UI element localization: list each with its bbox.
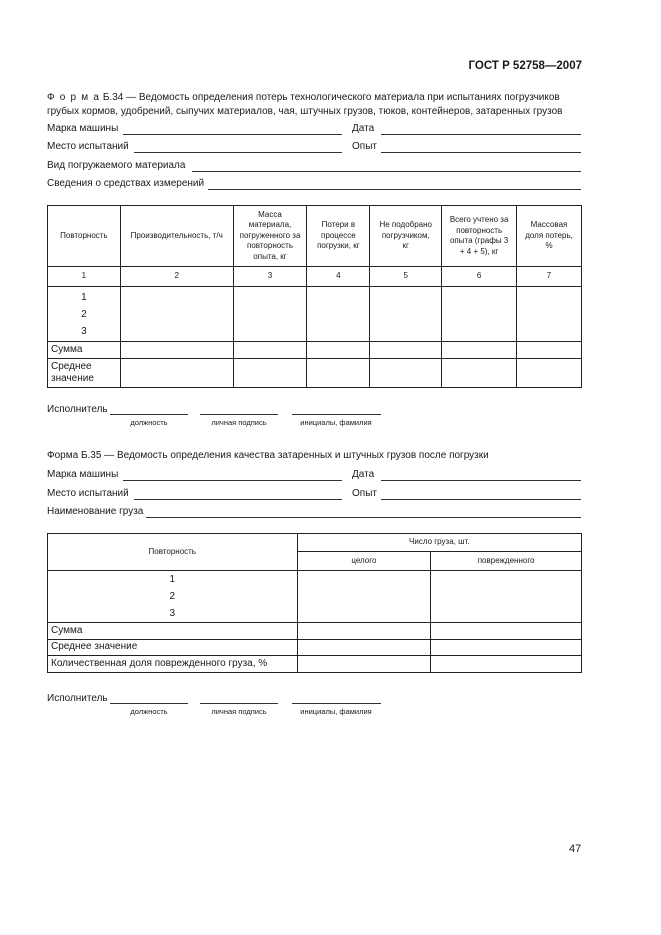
- repetition-number: 1: [169, 574, 176, 585]
- f35-cargo-name-label: Наименование груза: [47, 506, 144, 517]
- f34-material-type-label: Вид погружаемого материала: [47, 160, 186, 171]
- f35-machine-brand-line[interactable]: [123, 480, 342, 481]
- column-number: 6: [442, 267, 517, 287]
- f34-position-line[interactable]: [110, 414, 188, 415]
- form-34-title-prefix: Ф о р м а: [47, 92, 101, 103]
- f35-name-line[interactable]: [292, 703, 381, 704]
- header-count: Число груза, шт.: [297, 534, 581, 552]
- data-cell[interactable]: [517, 287, 582, 342]
- data-cell[interactable]: [233, 287, 307, 342]
- f35-machine-brand-label: Марка машины: [47, 469, 119, 480]
- repetition-cell: [48, 571, 298, 623]
- data-cell[interactable]: [370, 342, 442, 359]
- header-cell: Масса материала, погруженного за повторность опыта, кг: [233, 206, 307, 267]
- f34-date-label: Дата: [352, 123, 375, 134]
- form-34-title: [47, 91, 585, 119]
- data-cell[interactable]: [120, 342, 233, 359]
- f35-signature-line[interactable]: [200, 703, 278, 704]
- caption-position: должность: [130, 707, 168, 716]
- data-cell[interactable]: [517, 359, 582, 388]
- data-cell[interactable]: [233, 342, 307, 359]
- f34-test-site-line[interactable]: [134, 152, 342, 153]
- page-number: 47: [569, 843, 582, 855]
- table-row: [48, 287, 582, 342]
- f35-experiment-label: Опыт: [352, 488, 377, 499]
- data-cell[interactable]: [517, 342, 582, 359]
- data-cell[interactable]: [120, 287, 233, 342]
- f35-date-line[interactable]: [381, 480, 581, 481]
- f34-date-line[interactable]: [381, 134, 581, 135]
- f35-date-label: Дата: [352, 469, 375, 480]
- column-number: 4: [307, 267, 370, 287]
- f35-cargo-name-line[interactable]: [146, 517, 581, 518]
- document-code: ГОСТ Р 52758—2007: [468, 60, 582, 72]
- f34-experiment-line[interactable]: [381, 152, 581, 153]
- data-cell[interactable]: [431, 640, 582, 656]
- f35-test-site-label: Место испытаний: [47, 488, 129, 499]
- sum-label: Сумма: [48, 342, 121, 359]
- data-cell[interactable]: [431, 571, 582, 623]
- column-number: 7: [517, 267, 582, 287]
- data-cell[interactable]: [307, 342, 370, 359]
- header-cell: Всего учтено за повторность опыта (графы 3 + 4 + 5), кг: [442, 206, 517, 267]
- table-row: [48, 656, 582, 673]
- data-cell[interactable]: [297, 640, 431, 656]
- header-cell: Массовая доля потерь, %: [517, 206, 582, 267]
- table-header-row: [48, 206, 582, 267]
- header-repetition: Повторность: [48, 534, 298, 571]
- caption-name: инициалы, фамилия: [300, 418, 372, 427]
- data-cell[interactable]: [442, 342, 517, 359]
- data-cell[interactable]: [431, 656, 582, 673]
- repetition-number: 2: [81, 308, 87, 320]
- f35-position-line[interactable]: [110, 703, 188, 704]
- repetition-number: 1: [81, 291, 87, 303]
- data-cell[interactable]: [370, 287, 442, 342]
- header-cell: Потери в процессе погрузки, кг: [307, 206, 370, 267]
- header-cell: Повторность: [48, 206, 121, 267]
- caption-signature: личная подпись: [211, 707, 267, 716]
- damaged-share-label: Количественная доля поврежденного груза, %: [48, 656, 298, 673]
- data-cell[interactable]: [233, 359, 307, 388]
- data-cell[interactable]: [297, 656, 431, 673]
- data-cell[interactable]: [370, 359, 442, 388]
- f34-instruments-line[interactable]: [208, 189, 581, 190]
- table-row: [48, 640, 582, 656]
- column-number: 3: [233, 267, 307, 287]
- f34-test-site-label: Место испытаний: [47, 141, 129, 152]
- f34-executor-label: Исполнитель: [47, 404, 108, 415]
- data-cell[interactable]: [442, 359, 517, 388]
- header-cell: Не подобрано погрузчиком, кг: [370, 206, 442, 267]
- data-cell[interactable]: [307, 287, 370, 342]
- column-number: 1: [48, 267, 121, 287]
- data-cell[interactable]: [297, 623, 431, 640]
- f35-executor-label: Исполнитель: [47, 693, 108, 704]
- form-34-table: [47, 205, 582, 388]
- f34-experiment-label: Опыт: [352, 141, 377, 152]
- f35-experiment-line[interactable]: [381, 499, 581, 500]
- column-number-row: [48, 267, 582, 287]
- repetition-number: 2: [169, 591, 176, 602]
- header-cell: Производительность, т/ч: [120, 206, 233, 267]
- f34-name-line[interactable]: [292, 414, 381, 415]
- form-35-table: [47, 533, 582, 673]
- table-row: [48, 623, 582, 640]
- repetition-number: 3: [81, 325, 87, 337]
- form-35-title: Форма Б.35 — Ведомость определения качества затаренных и штучных грузов после погрузки: [47, 450, 489, 461]
- table-row: [48, 571, 582, 623]
- f34-instruments-label: Сведения о средствах измерений: [47, 178, 205, 189]
- sum-label: Сумма: [48, 623, 298, 640]
- f34-signature-line[interactable]: [200, 414, 278, 415]
- f34-machine-brand-label: Марка машины: [47, 123, 119, 134]
- f34-material-type-line[interactable]: [192, 171, 581, 172]
- mean-label: Среднее значение: [48, 640, 298, 656]
- f34-machine-brand-line[interactable]: [123, 134, 342, 135]
- data-cell[interactable]: [431, 623, 582, 640]
- header-damaged: поврежденного: [431, 552, 582, 571]
- mean-label: Среднее значение: [48, 359, 121, 388]
- repetition-cell: [48, 287, 121, 342]
- column-number: 5: [370, 267, 442, 287]
- f35-test-site-line[interactable]: [134, 499, 342, 500]
- caption-signature: личная подпись: [211, 418, 267, 427]
- form-34-title-text: Б.34 — Ведомость определения потерь технологического материала при испытаниях погрузчиков грубых кормов, удобрений, сыпучих материалов, чая, штучных грузов, тюков, контейнеров, затаренных грузов: [47, 92, 563, 117]
- header-whole: целого: [297, 552, 431, 571]
- data-cell[interactable]: [120, 359, 233, 388]
- caption-name: инициалы, фамилия: [300, 707, 372, 716]
- data-cell[interactable]: [442, 287, 517, 342]
- column-number: 2: [120, 267, 233, 287]
- table-row: [48, 359, 582, 388]
- repetition-number: 3: [169, 608, 176, 619]
- data-cell[interactable]: [307, 359, 370, 388]
- caption-position: должность: [130, 418, 168, 427]
- data-cell[interactable]: [297, 571, 431, 623]
- table-row: [48, 342, 582, 359]
- table-header-row: [48, 534, 582, 552]
